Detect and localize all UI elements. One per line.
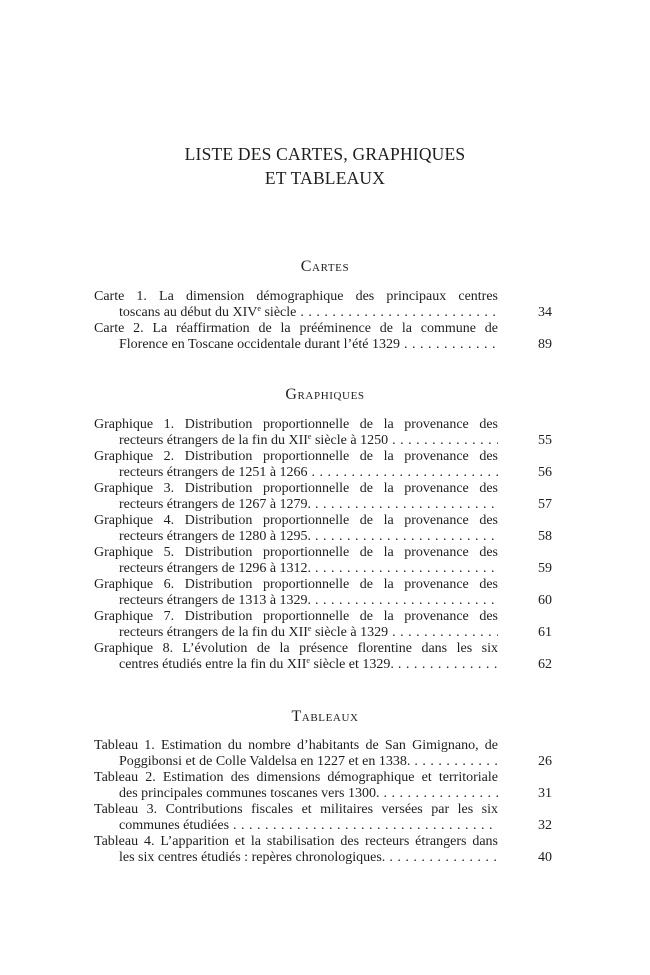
superscript-ordinal: e	[257, 305, 261, 313]
entry-caption-text: toscans au début du XIV	[119, 305, 258, 320]
entry-caption-line-1: Graphique 8. L’évolution de la présence florentine dans les six	[94, 641, 498, 656]
page-number: 62	[538, 657, 552, 672]
entry-caption-line-2	[94, 593, 498, 609]
list-entry	[94, 449, 552, 481]
entry-caption-line-2	[94, 818, 498, 834]
entry-caption-line-2	[94, 657, 498, 673]
page-number: 61	[538, 625, 552, 640]
superscript-ordinal: e	[307, 625, 312, 633]
entry-caption-line-1: Graphique 6. Distribution proportionnelle de la provenance des	[94, 577, 498, 592]
entry-caption-text: communes étudiées	[119, 818, 230, 833]
page-number: 26	[538, 754, 552, 769]
entry-caption-line-1: Graphique 3. Distribution proportionnelle de la provenance des	[94, 481, 498, 496]
list-entry	[94, 321, 552, 353]
list-entry	[94, 577, 552, 609]
page-title	[0, 142, 650, 190]
entry-caption-text: recteurs étrangers de 1280 à 1295.	[119, 529, 312, 544]
entry-caption-text-end: siècle	[260, 305, 297, 320]
entry-caption-line-2	[94, 561, 498, 577]
list-entry	[94, 289, 552, 321]
entry-caption-line-2	[94, 497, 498, 513]
page-number: 40	[538, 850, 552, 865]
page-number: 57	[538, 497, 552, 512]
entry-caption-line-2	[94, 465, 498, 481]
entry-caption-line-1: Graphique 5. Distribution proportionnelle de la provenance des	[94, 545, 498, 560]
entry-caption-line-1: Carte 2. La réaffirmation de la prééminence de la commune de	[94, 321, 498, 336]
entry-caption-text: Poggibonsi et de Colle Valdelsa en 1227 et en 1338.	[119, 754, 411, 769]
entry-caption-text: recteurs étrangers de 1313 à 1329.	[119, 593, 312, 608]
entry-caption-line-2	[94, 305, 498, 321]
entry-caption-line-2	[94, 754, 498, 770]
entry-caption-text: des principales communes toscanes vers 1300.	[119, 786, 380, 801]
page-number: 32	[538, 818, 552, 833]
tableaux-list	[94, 738, 552, 866]
entry-caption-text: recteurs étrangers de 1267 à 1279.	[119, 497, 312, 512]
entry-caption-line-1: Tableau 3. Contributions fiscales et militaires versées par les six	[94, 802, 498, 817]
list-entry	[94, 417, 552, 449]
superscript-ordinal: e	[307, 433, 312, 441]
page-number: 89	[538, 337, 552, 352]
entry-caption-line-1: Graphique 2. Distribution proportionnelle de la provenance des	[94, 449, 498, 464]
section-heading-cartes: Cartes	[300, 258, 350, 275]
list-entry	[94, 609, 552, 641]
page-title-line-1: LISTE DES CARTES, GRAPHIQUES	[184, 144, 466, 164]
entry-caption-line-2	[94, 625, 498, 641]
list-entry	[94, 481, 552, 513]
page-number: 59	[538, 561, 552, 576]
list-entry	[94, 802, 552, 834]
list-entry	[94, 545, 552, 577]
page-number: 31	[538, 786, 552, 801]
entry-caption-line-1: Graphique 1. Distribution proportionnelle de la provenance des	[94, 417, 498, 432]
cartes-list	[94, 289, 552, 353]
page-title-line-2: ET TABLEAUX	[264, 168, 386, 188]
entry-caption-text: recteurs étrangers de la fin du XII	[119, 625, 308, 640]
entry-caption-text-end: siècle et 1329.	[309, 657, 394, 672]
entry-caption-line-1: Tableau 1. Estimation du nombre d’habitants de San Gimignano, de	[94, 738, 498, 753]
entry-caption-text: les six centres étudiés : repères chronologiques.	[119, 850, 386, 865]
list-entry	[94, 641, 552, 673]
list-entry	[94, 738, 552, 770]
entry-caption-line-1: Carte 1. La dimension démographique des principaux centres	[94, 289, 498, 304]
list-entry	[94, 770, 552, 802]
page-number: 55	[538, 433, 552, 448]
entry-caption-line-2	[94, 433, 498, 449]
list-entry	[94, 513, 552, 545]
entry-caption-line-2	[94, 529, 498, 545]
entry-caption-line-1: Graphique 7. Distribution proportionnelle de la provenance des	[94, 609, 498, 624]
entry-caption-text: recteurs étrangers de 1296 à 1312.	[119, 561, 312, 576]
page-number: 58	[538, 529, 552, 544]
entry-caption-line-1: Graphique 4. Distribution proportionnelle de la provenance des	[94, 513, 498, 528]
entry-caption-text: centres étudiés entre la fin du XII	[119, 657, 307, 672]
entry-caption-text-end: siècle à 1329	[311, 625, 389, 640]
page-number: 34	[538, 305, 552, 320]
entry-caption-text: Florence en Toscane occidentale durant l’été 1329	[119, 337, 400, 352]
page-number: 60	[538, 593, 552, 608]
list-entry	[94, 834, 552, 866]
entry-caption-text-end: siècle à 1250	[311, 433, 389, 448]
entry-caption-line-2	[94, 850, 498, 866]
page-number: 56	[538, 465, 552, 480]
graphiques-list	[94, 417, 552, 673]
section-heading-graphiques: Graphiques	[285, 386, 365, 403]
superscript-ordinal: e	[306, 657, 310, 665]
entry-caption-line-2	[94, 337, 498, 353]
section-heading-tableaux: Tableaux	[291, 708, 359, 725]
entry-caption-line-2	[94, 786, 498, 802]
entry-caption-text: recteurs étrangers de la fin du XII	[119, 433, 308, 448]
entry-caption-line-1: Tableau 2. Estimation des dimensions démographique et territoriale	[94, 770, 498, 785]
entry-caption-text: recteurs étrangers de 1251 à 1266	[119, 465, 308, 480]
entry-caption-line-1: Tableau 4. L’apparition et la stabilisation des recteurs étrangers dans	[94, 834, 498, 849]
